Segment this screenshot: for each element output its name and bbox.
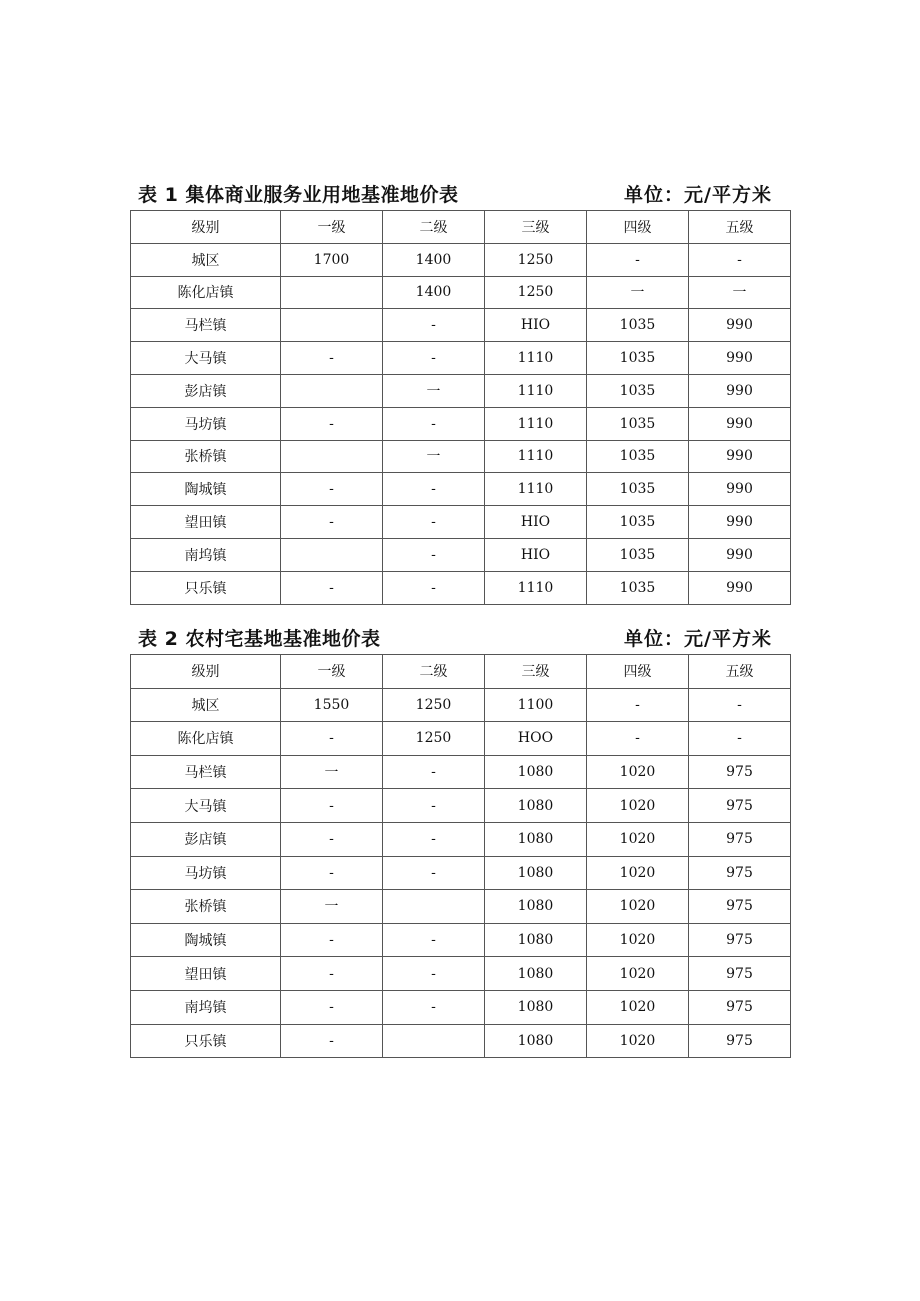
town-name-cell: 陶城镇 [131, 923, 281, 957]
table-row [131, 440, 791, 473]
header-cell-grade: 三级 [485, 211, 587, 244]
table-row [131, 309, 791, 342]
price-cell: - [587, 722, 689, 756]
price-cell: 1080 [485, 890, 587, 924]
price-cell: 975 [689, 789, 791, 823]
price-cell: - [689, 722, 791, 756]
price-cell: 975 [689, 856, 791, 890]
price-cell: - [587, 243, 689, 276]
price-cell: HOO [485, 722, 587, 756]
price-cell: 一 [689, 276, 791, 309]
table-header-row [131, 211, 791, 244]
header-cell-level-label: 级别 [131, 211, 281, 244]
town-name-cell: 陈化店镇 [131, 722, 281, 756]
price-cell: 1080 [485, 822, 587, 856]
town-name-cell: 陶城镇 [131, 473, 281, 506]
town-name-cell: 城区 [131, 243, 281, 276]
table-row [131, 856, 791, 890]
table-row [131, 755, 791, 789]
header-cell-grade: 一级 [281, 211, 383, 244]
commercial-land-price-block [130, 178, 790, 605]
price-cell: - [281, 923, 383, 957]
price-cell: 一 [281, 755, 383, 789]
table-row [131, 923, 791, 957]
price-cell [383, 890, 485, 924]
price-cell: - [689, 243, 791, 276]
table-unit: 单位：元/平方米 [624, 184, 772, 206]
table-row [131, 990, 791, 1024]
table-row [131, 243, 791, 276]
table-title: 表 1 集体商业服务业用地基准地价表 [138, 184, 459, 206]
price-cell: 990 [689, 374, 791, 407]
price-cell: - [281, 990, 383, 1024]
price-cell: 1035 [587, 538, 689, 571]
price-cell: 1080 [485, 1024, 587, 1058]
header-cell-grade: 四级 [587, 655, 689, 689]
price-cell: 1035 [587, 309, 689, 342]
table-row [131, 890, 791, 924]
price-cell: 975 [689, 890, 791, 924]
price-cell: 1250 [485, 243, 587, 276]
town-name-cell: 望田镇 [131, 506, 281, 539]
table-row [131, 957, 791, 991]
homestead-land-price-block [130, 622, 790, 1058]
header-cell-grade: 一级 [281, 655, 383, 689]
price-cell: 990 [689, 571, 791, 604]
price-cell: 1035 [587, 440, 689, 473]
price-cell: - [383, 538, 485, 571]
price-cell [383, 1024, 485, 1058]
price-cell: 1020 [587, 890, 689, 924]
price-cell: - [281, 856, 383, 890]
price-cell: 1110 [485, 407, 587, 440]
price-cell: 1110 [485, 473, 587, 506]
price-cell: 990 [689, 309, 791, 342]
price-cell: 990 [689, 506, 791, 539]
table-row [131, 688, 791, 722]
price-cell: 一 [281, 890, 383, 924]
price-cell: - [383, 342, 485, 375]
price-cell [281, 440, 383, 473]
table-row [131, 374, 791, 407]
price-cell: 975 [689, 923, 791, 957]
price-cell: 1100 [485, 688, 587, 722]
price-cell: - [587, 688, 689, 722]
price-cell: 1080 [485, 990, 587, 1024]
price-cell [281, 309, 383, 342]
table-caption [130, 622, 790, 654]
commercial-land-price-table [130, 210, 791, 605]
town-name-cell: 马坊镇 [131, 856, 281, 890]
price-cell: 1110 [485, 440, 587, 473]
header-cell-grade: 二级 [383, 655, 485, 689]
price-cell: 1035 [587, 342, 689, 375]
table-title: 表 2 农村宅基地基准地价表 [138, 628, 381, 650]
table-row [131, 276, 791, 309]
price-cell: 1250 [485, 276, 587, 309]
price-cell: - [281, 957, 383, 991]
town-name-cell: 城区 [131, 688, 281, 722]
price-cell: - [383, 755, 485, 789]
price-cell: - [383, 856, 485, 890]
price-cell: 1020 [587, 990, 689, 1024]
town-name-cell: 彭店镇 [131, 822, 281, 856]
price-cell: 1080 [485, 856, 587, 890]
price-cell: - [383, 789, 485, 823]
price-cell: 1020 [587, 789, 689, 823]
price-cell: - [383, 309, 485, 342]
price-cell: - [689, 688, 791, 722]
price-cell: 990 [689, 473, 791, 506]
price-cell: - [383, 473, 485, 506]
table-header-row [131, 655, 791, 689]
price-cell: - [281, 506, 383, 539]
town-name-cell: 陈化店镇 [131, 276, 281, 309]
price-cell: 1250 [383, 722, 485, 756]
price-cell: 1020 [587, 822, 689, 856]
price-cell: - [383, 990, 485, 1024]
price-cell [281, 374, 383, 407]
town-name-cell: 望田镇 [131, 957, 281, 991]
price-cell: 975 [689, 755, 791, 789]
price-cell: - [281, 473, 383, 506]
price-cell: 1035 [587, 571, 689, 604]
header-cell-grade: 三级 [485, 655, 587, 689]
price-cell: 975 [689, 957, 791, 991]
price-cell: 1020 [587, 755, 689, 789]
town-name-cell: 马栏镇 [131, 755, 281, 789]
price-cell: 1035 [587, 506, 689, 539]
header-cell-level-label: 级别 [131, 655, 281, 689]
price-cell: 1035 [587, 407, 689, 440]
table-row [131, 789, 791, 823]
town-name-cell: 大马镇 [131, 789, 281, 823]
price-cell: - [281, 789, 383, 823]
table-row [131, 473, 791, 506]
price-cell: - [383, 957, 485, 991]
town-name-cell: 只乐镇 [131, 1024, 281, 1058]
price-cell: 1080 [485, 923, 587, 957]
price-cell: 1035 [587, 473, 689, 506]
price-cell: 一 [383, 440, 485, 473]
table-row [131, 571, 791, 604]
price-cell: - [383, 407, 485, 440]
price-cell: 1110 [485, 374, 587, 407]
price-cell: 990 [689, 407, 791, 440]
homestead-land-price-table [130, 654, 791, 1058]
table-row [131, 822, 791, 856]
price-cell: 1035 [587, 374, 689, 407]
header-cell-grade: 五级 [689, 211, 791, 244]
town-name-cell: 张桥镇 [131, 890, 281, 924]
table-row [131, 342, 791, 375]
price-cell: 1110 [485, 571, 587, 604]
town-name-cell: 马栏镇 [131, 309, 281, 342]
price-cell: 1400 [383, 243, 485, 276]
price-cell: 1080 [485, 789, 587, 823]
price-cell: 1550 [281, 688, 383, 722]
price-cell: 1020 [587, 1024, 689, 1058]
town-name-cell: 只乐镇 [131, 571, 281, 604]
price-cell: 975 [689, 822, 791, 856]
town-name-cell: 大马镇 [131, 342, 281, 375]
table-row [131, 722, 791, 756]
table-row [131, 506, 791, 539]
price-cell: - [383, 506, 485, 539]
price-cell: 1110 [485, 342, 587, 375]
price-cell: - [383, 571, 485, 604]
price-cell [281, 276, 383, 309]
table-row [131, 538, 791, 571]
town-name-cell: 张桥镇 [131, 440, 281, 473]
price-cell: - [383, 822, 485, 856]
town-name-cell: 马坊镇 [131, 407, 281, 440]
header-cell-grade: 四级 [587, 211, 689, 244]
price-cell: 990 [689, 440, 791, 473]
price-cell: HIO [485, 506, 587, 539]
price-cell: - [281, 342, 383, 375]
price-cell: 1700 [281, 243, 383, 276]
price-cell: - [281, 1024, 383, 1058]
price-cell: 990 [689, 538, 791, 571]
price-cell: - [281, 722, 383, 756]
header-cell-grade: 五级 [689, 655, 791, 689]
price-cell: HIO [485, 538, 587, 571]
price-cell: 1080 [485, 957, 587, 991]
price-cell: - [383, 923, 485, 957]
price-cell: - [281, 822, 383, 856]
town-name-cell: 南坞镇 [131, 990, 281, 1024]
table-row [131, 1024, 791, 1058]
price-cell: 1080 [485, 755, 587, 789]
table-caption [130, 178, 790, 210]
price-cell: 1020 [587, 923, 689, 957]
price-cell: - [281, 571, 383, 604]
price-cell [281, 538, 383, 571]
price-cell: 1020 [587, 957, 689, 991]
town-name-cell: 彭店镇 [131, 374, 281, 407]
price-cell: 975 [689, 990, 791, 1024]
price-cell: 975 [689, 1024, 791, 1058]
price-cell: 一 [587, 276, 689, 309]
price-cell: 1250 [383, 688, 485, 722]
price-cell: - [281, 407, 383, 440]
header-cell-grade: 二级 [383, 211, 485, 244]
price-cell: 一 [383, 374, 485, 407]
price-cell: HIO [485, 309, 587, 342]
price-cell: 1400 [383, 276, 485, 309]
table-unit: 单位：元/平方米 [624, 628, 772, 650]
price-cell: 990 [689, 342, 791, 375]
price-cell: 1020 [587, 856, 689, 890]
table-row [131, 407, 791, 440]
town-name-cell: 南坞镇 [131, 538, 281, 571]
